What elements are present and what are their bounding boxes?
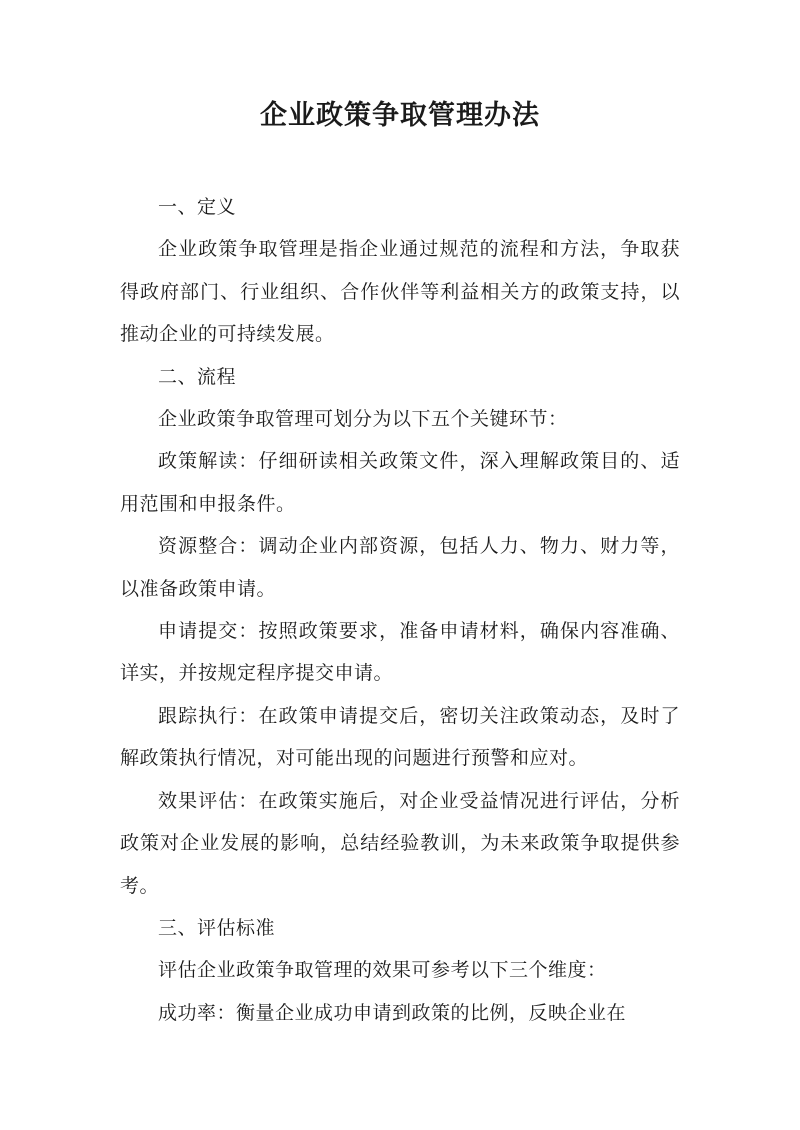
- section-heading-evaluation-criteria: 三、评估标准: [158, 916, 276, 939]
- paragraph-process-intro: 企业政策争取管理可划分为以下五个关键环节：: [158, 408, 568, 431]
- paragraph-effect-evaluation: 效果评估：在政策实施后，对企业受益情况进行评估，分析政策对企业发展的影响，总结经验教训，为未来政策争取提供参考。: [120, 789, 680, 897]
- paragraph-success-rate: 成功率：衡量企业成功申请到政策的比例，反映企业在: [158, 1001, 627, 1024]
- document-title: 企业政策争取管理办法: [260, 100, 540, 131]
- paragraph-application-submission: 申请提交：按照政策要求，准备申请材料，确保内容准确、详实，并按规定程序提交申请。: [120, 620, 680, 685]
- section-heading-definition: 一、定义: [158, 196, 237, 218]
- paragraph-definition: 企业政策争取管理是指企业通过规范的流程和方法，争取获得政府部门、行业组织、合作伙伴等利益相关方的政策支持，以推动企业的可持续发展。: [120, 238, 680, 346]
- paragraph-evaluation-intro: 评估企业政策争取管理的效果可参考以下三个维度：: [158, 959, 607, 982]
- paragraph-resource-integration: 资源整合：调动企业内部资源，包括人力、物力、财力等，以准备政策申请。: [120, 535, 680, 600]
- paragraph-policy-reading: 政策解读：仔细研读相关政策文件，深入理解政策目的、适用范围和申报条件。: [120, 450, 680, 515]
- document-body: [120, 186, 680, 1034]
- section-heading-process: 二、流程: [158, 365, 237, 388]
- paragraph-tracking-execution: 跟踪执行：在政策申请提交后，密切关注政策动态，及时了解政策执行情况，对可能出现的问题进行预警和应对。: [120, 704, 680, 770]
